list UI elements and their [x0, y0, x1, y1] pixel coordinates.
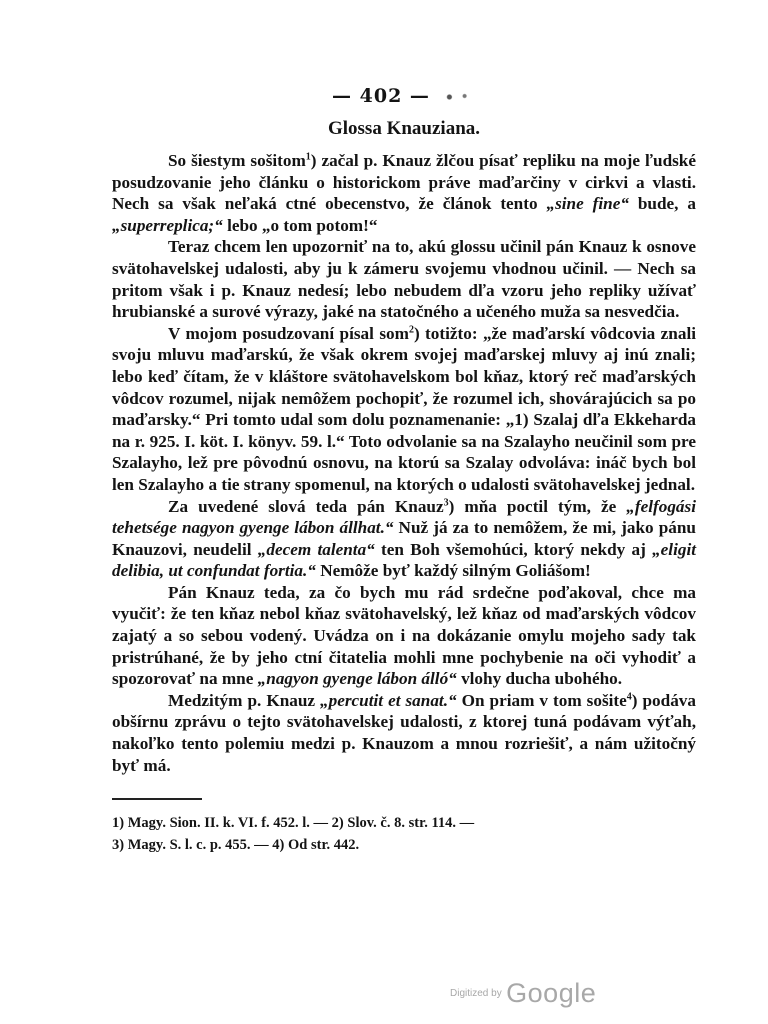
text-run: ) mňa poctil tým, že: [448, 496, 627, 516]
text-run: Za uvedené slová teda pán Knauz: [168, 496, 444, 516]
article-title: Glossa Knauziana.: [327, 118, 481, 139]
text-run: ) začal p. Knauz žlčou písať repliku na moje ľudské posudzovanie jeho článku o historickom práve maďarčiny v cirkvi a vlasti. Nech sa však neľaká ctné obecenstvo, že článok tento: [112, 151, 696, 214]
text-run: Nuž já za to nemôžem, že mi, jako pánu Knauzovi, neudelil: [112, 518, 696, 559]
emphasis-text: „eligit delibia, ut confundat fortia.“: [112, 539, 696, 581]
paragraph: [112, 236, 696, 322]
footnote-line: 3) Magy. S. l. c. p. 455. — 4) Od str. 442.: [112, 837, 360, 854]
emphasis-text: „sine fine“: [546, 194, 629, 214]
text-run: bude, a: [628, 194, 696, 214]
google-logo: Google: [506, 978, 597, 1008]
text-run: V mojom posudzovaní písal som: [168, 323, 409, 343]
footnote-ref: 2: [408, 324, 414, 336]
text-run: On priam v tom sošite: [456, 690, 627, 710]
text-run: ten Boh všemohúci, ktorý nekdy aj: [374, 539, 653, 559]
paragraph: [112, 150, 696, 236]
text-run: So šiestym sošitom: [168, 151, 306, 170]
footnote-line: 1) Magy. Sion. II. k. VI. f. 452. l. — 2) Slov. č. 8. str. 114. —: [112, 815, 475, 832]
page-number: — 402 —: [332, 85, 430, 107]
book-page: [112, 80, 696, 980]
paragraph: [112, 323, 696, 496]
emphasis-text: „decem talenta“: [257, 539, 375, 559]
paragraph: [112, 690, 696, 776]
text-run: vlohy ducha ubohého.: [456, 669, 623, 689]
text-run: lebo „o tom potom!“: [222, 215, 378, 235]
footnotes: [112, 812, 696, 856]
article-body: [112, 150, 696, 776]
emphasis-text: „felfogási tehetsége nagyon gyenge lábon állhat.“: [112, 496, 696, 538]
emphasis-text: „nagyon gyenge lábon álló“: [257, 669, 457, 689]
ink-smudge: [438, 92, 476, 102]
text-run: Nemôže byť každý silným Goliášom!: [315, 561, 591, 581]
paragraph: [112, 496, 696, 582]
footnote-ref: 1: [305, 151, 311, 163]
page-header: [112, 80, 696, 112]
emphasis-text: „percutit et sanat.“: [320, 690, 457, 710]
google-watermark: [450, 978, 596, 1009]
text-run: ) totižto: „že maďarskí vôdcovia znali svoju mluvu maďarskú, že však okrem svojej maďarskej mluvy aj inú znali; lebo keď čítam, že v kláštore svätohavelskom bol kňaz, ktorý reč maďarských vôdcov rozumel, nijak nemôžem pochopiť, že rozumel ich, shovárajúcich sa po maďarsky.“ Pri tomto udal som dolu poznamenanie: „1) Szalaj dľa Ekkeharda na r. 925. I. köt. I. könyv. 59. l.“ Toto odvolanie sa na Szalayho neučinil som pre Szalayho, lež pre pôvodnú osnovu, na ktorú sa Szalay odvoláva: ináč bych bol len Szalayho a tie strany spomenul, na ktorých o udalosti svätohavelskej jednal.: [112, 323, 697, 494]
paragraph: [112, 582, 696, 690]
text-run: Medzitým p. Knauz: [168, 690, 321, 710]
footnote-ref: 4: [626, 691, 632, 703]
footnote-divider: [112, 798, 202, 800]
footnote-ref: 3: [443, 496, 449, 508]
text-run: ) podáva obšírnu zprávu o tejto svätohavelskej udalosti, z ktorej tuná podávam výťah, nakoľko tento polemiu medzi p. Knauzom a mnou rozriešiť, a nám užitočný byť má.: [112, 690, 696, 775]
text-run: Teraz chcem len upozorniť na to, akú glossu učinil pán Knauz k osnove svätohavelskej udalosti, aby ju k zámeru svojemu vhodnou učinil. — Nech sa pritom však i p. Knauz nedesí; lebo nebudem dľa vzoru jeho repliky užívať hrubianské a surové výrazy, jaké na statočného a učeného muža sa nesvedčia.: [112, 237, 696, 322]
watermark-prefix: Digitized by: [450, 988, 502, 999]
text-run: Pán Knauz teda, za čo bych mu rád srdečne poďakoval, chce ma vyučiť: že ten kňaz nebol kňaz svätohavelský, lež kňaz od maďarských vôdcov zajatý a so sebou vodený. Uvádza on i na dokázanie omylu mojeho sady tak pristrúhané, že by jeho ctní čitatelia mohli mne pochybenie na oči vyhodiť a spozorovať na mne: [112, 582, 696, 689]
emphasis-text: „superreplica;“: [112, 215, 223, 235]
